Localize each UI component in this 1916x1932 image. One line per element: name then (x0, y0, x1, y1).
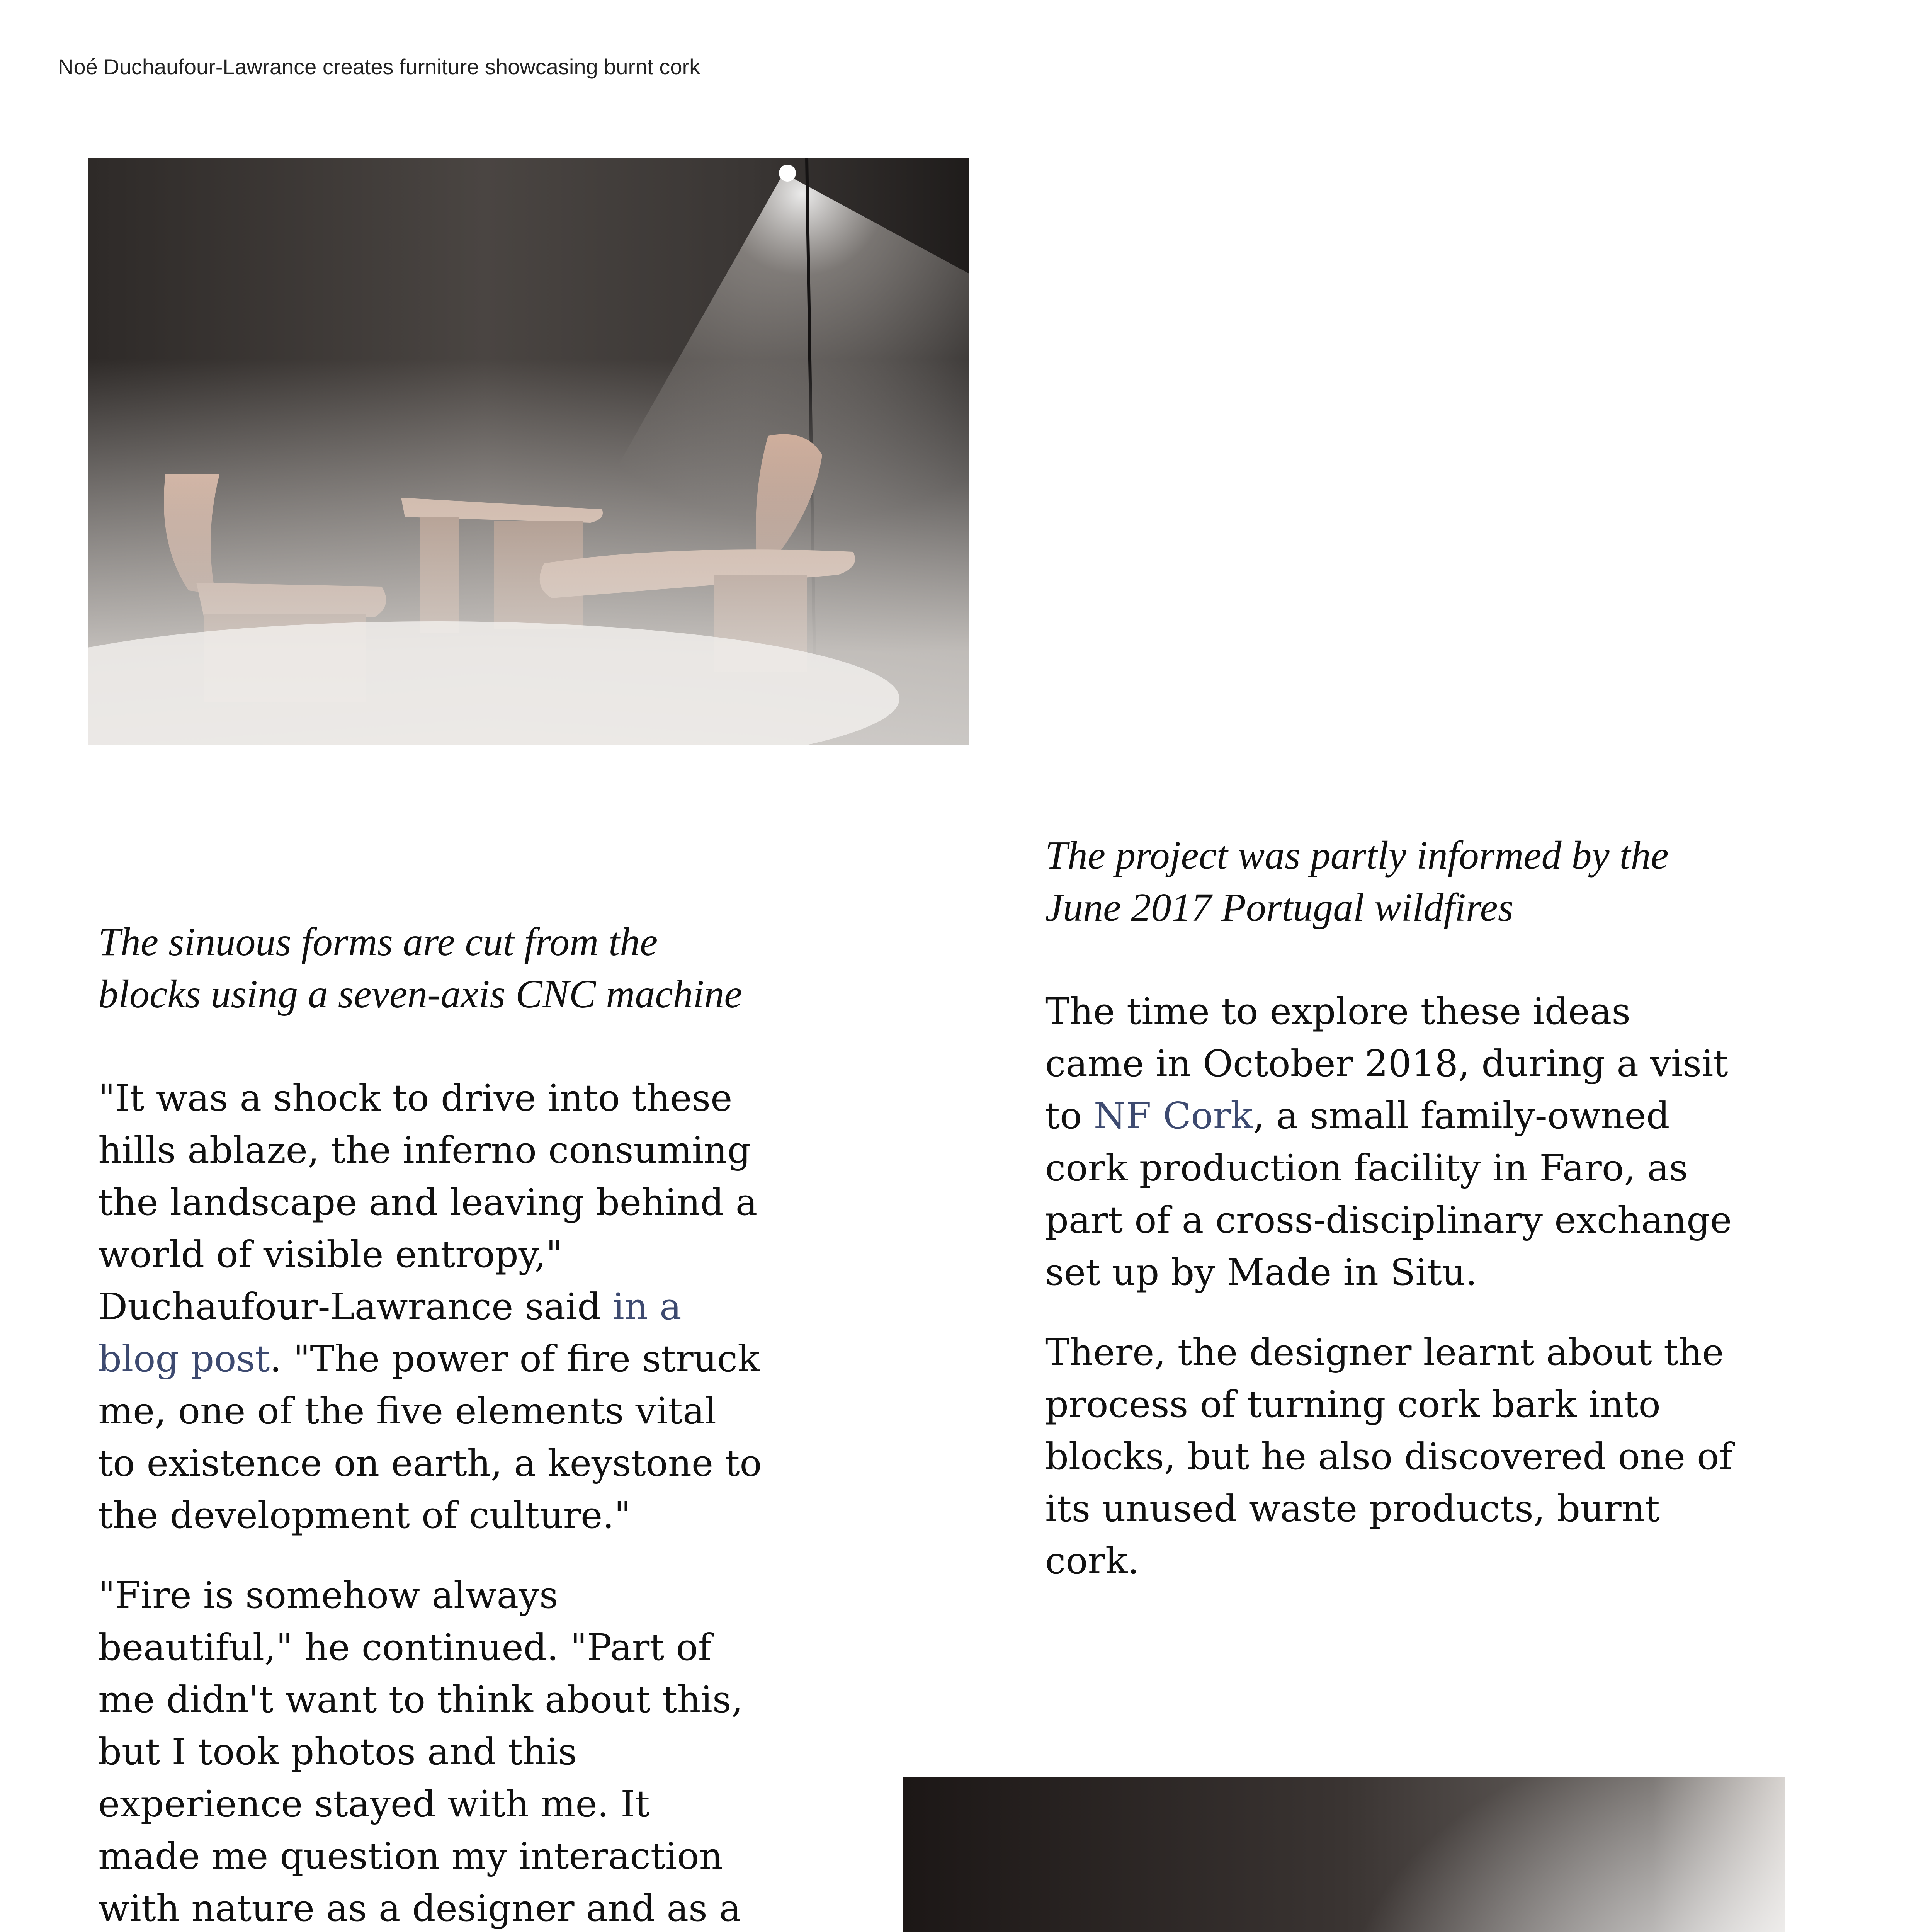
nf-cork-link[interactable]: NF Cork (1093, 1095, 1253, 1137)
photo-illustration (903, 1777, 1785, 1932)
blog-post-link[interactable]: in a blog post (98, 1286, 682, 1380)
photo-illustration (88, 158, 969, 745)
paragraph-visit (1045, 986, 1733, 1299)
right-text-column (1045, 829, 1733, 1615)
paragraph-text: The time to explore these ideas came in October 2018, during a visit to (1045, 990, 1728, 1137)
image-caption-wildfires: The project was partly informed by the June 2017 Portugal wildfires (1045, 833, 1669, 930)
paragraph-burnt-cork: There, the designer learnt about the process of turning cork bark into blocks, but he also discovered one of its unused waste products, burnt cork. (1045, 1331, 1733, 1582)
paragraph-text: , a small family-owned cork production facility in Faro, as part of a cross-disciplinary exchange set up by Made in Situ. (1045, 1095, 1732, 1294)
quote-paragraph-fire: "Fire is somehow always beautiful," he continued. "Part of me didn't want to think about this, but I took photos and this experience stayed with me. It made me question my interaction with nature as a designer and as a (98, 1574, 743, 1930)
page-header-title: Noé Duchaufour-Lawrance creates furniture showcasing burnt cork (58, 54, 700, 79)
quote-paragraph-inferno (98, 1072, 763, 1542)
left-text-column (98, 916, 763, 1932)
paragraph-text: "It was a shock to drive into these hills ablaze, the inferno consuming the landscape and leaving behind a world of visible entropy," Duchaufour-Lawrance said (98, 1077, 758, 1328)
paragraph-text: . "The power of fire struck me, one of the five elements vital to existence on earth, a keystone to the development of culture." (98, 1338, 762, 1537)
furniture-photo-table (903, 1777, 1785, 1932)
image-caption-cnc: The sinuous forms are cut from the blocks using a seven-axis CNC machine (98, 920, 742, 1016)
furniture-photo-spotlight (88, 158, 969, 745)
